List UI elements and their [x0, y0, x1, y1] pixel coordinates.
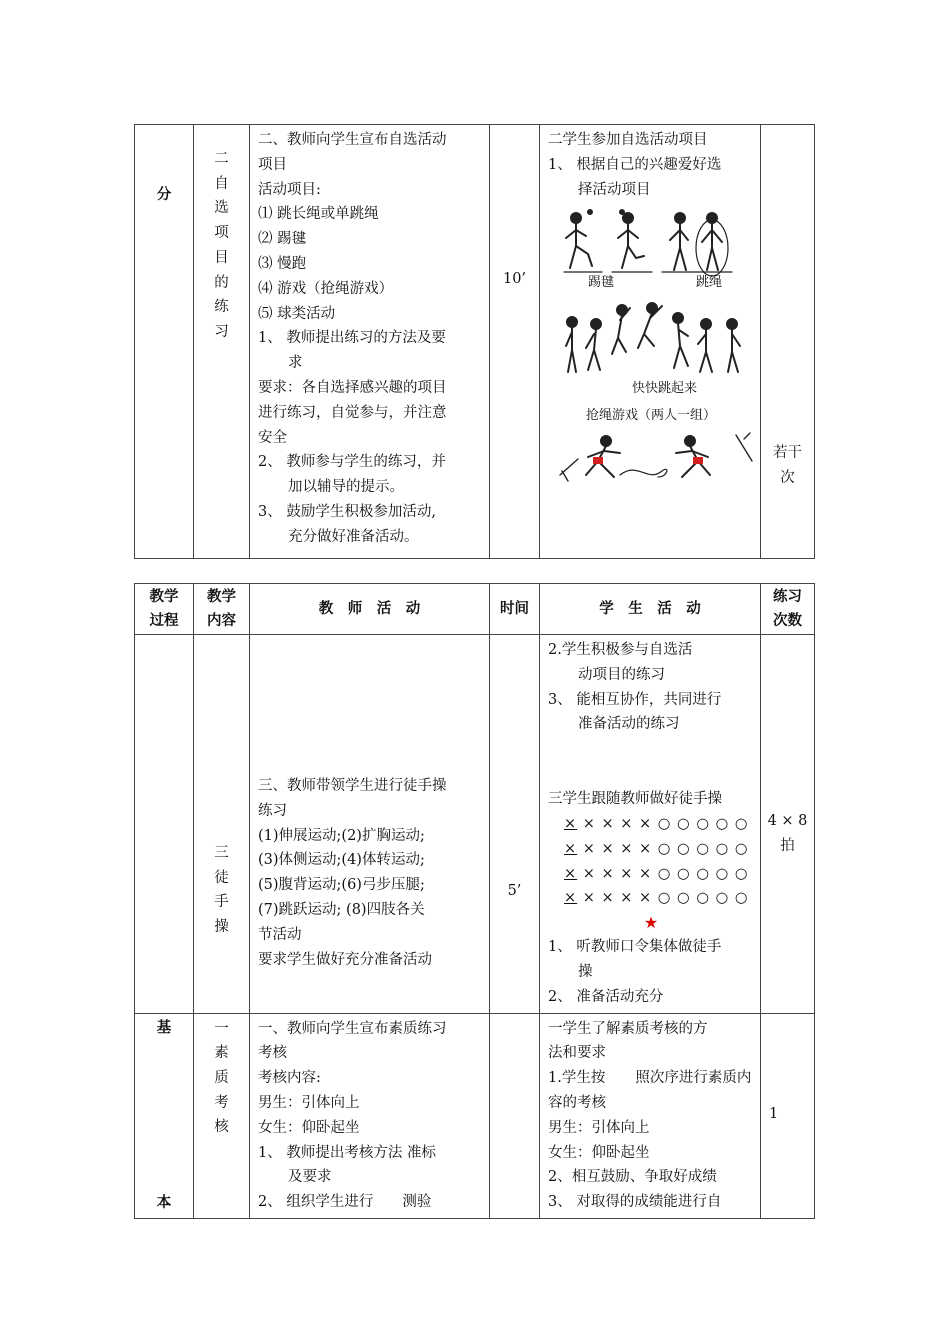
header-text: 内容 — [207, 613, 236, 629]
header-content — [194, 584, 250, 635]
student-step: 2、 准备活动充分 — [548, 988, 664, 1005]
formation-lead: × — [564, 865, 578, 882]
content-char: 操 — [214, 919, 229, 936]
stage-cell — [135, 635, 194, 1014]
stage-label: 本 — [156, 1195, 172, 1212]
formation-rest: × × × × ○ ○ ○ ○ ○ — [577, 840, 749, 857]
teacher-step: 1、 教师提出考核方法 准标 — [258, 1144, 436, 1161]
reps-value: 1 — [769, 1105, 779, 1122]
game-caption: 抢绳游戏（两人一组） — [585, 408, 716, 424]
rope-game-figure — [548, 429, 754, 493]
header-teacher: 教 师 活 动 — [250, 584, 490, 635]
header-time: 时间 — [490, 584, 540, 635]
table-header-row — [135, 584, 815, 635]
student-activity-cell — [540, 125, 761, 559]
student-title-cont: 法和要求 — [548, 1045, 606, 1062]
content-cell — [194, 635, 250, 1014]
formation-rest: × × × × ○ ○ ○ ○ ○ — [577, 890, 749, 907]
teacher-title: 二、教师向学生宣布自选活动 — [258, 132, 447, 148]
stage-label: 基 — [156, 1019, 172, 1036]
stage-label: 分 — [156, 187, 172, 203]
formation-rest: × × × × ○ ○ ○ ○ ○ — [577, 815, 749, 832]
student-step-cont: 准备活动的练习 — [578, 716, 680, 733]
teacher-step-cont: 充分做好准备活动。 — [288, 528, 419, 545]
content-char: 项 — [214, 225, 229, 242]
rope-game-drawing — [558, 431, 758, 491]
requirement-text: 安全 — [258, 429, 287, 446]
student-step: 2.学生积极参与自选活 — [548, 642, 693, 658]
assessment-label: 考核内容: — [258, 1070, 321, 1087]
activity-item: ⑵ 踢毽 — [258, 231, 307, 248]
teacher-position-star-icon: ★ — [643, 913, 659, 933]
formation-lead: × — [564, 840, 578, 857]
figure-caption: 踢毽 — [588, 275, 615, 291]
teacher-title: 一、教师向学生宣布素质练习 — [258, 1020, 447, 1037]
teacher-activity-cell — [250, 635, 490, 1014]
content-char: 核 — [214, 1119, 229, 1136]
content-char: 自 — [214, 175, 229, 192]
activity-label: 活动项目: — [258, 181, 321, 198]
reps-value-cont: 拍 — [780, 837, 795, 854]
stage-cell — [135, 1013, 194, 1218]
stage-cell — [135, 125, 194, 559]
formation-row — [548, 862, 754, 887]
figure-caption: 跳绳 — [696, 275, 723, 291]
exercise-line: (1)伸展运动;(2)扩胸运动; — [258, 827, 425, 844]
table-row — [135, 635, 815, 1014]
student-activity-cell — [540, 635, 761, 1014]
teacher-title-cont: 考核 — [258, 1045, 287, 1062]
student-step-cont: 择活动项目 — [578, 181, 651, 198]
lesson-table-part2 — [134, 583, 815, 1219]
time-cell — [490, 635, 540, 1014]
content-char: 考 — [214, 1094, 229, 1111]
formation-lead: × — [564, 890, 578, 907]
header-student: 学 生 活 动 — [540, 584, 761, 635]
content-char: 徒 — [214, 869, 229, 886]
content-char: 素 — [214, 1045, 229, 1062]
formation-rest: × × × × ○ ○ ○ ○ ○ — [577, 865, 749, 882]
content-char: 手 — [214, 894, 229, 911]
teacher-activity-cell — [250, 125, 490, 559]
teacher-title: 三、教师带领学生进行徒手操 — [258, 778, 447, 794]
reps-value: 若干 — [773, 445, 802, 461]
student-title: 三学生跟随教师做好徒手操 — [548, 791, 722, 808]
exercise-line: (7)跳跃运动; (8)四肢各关 — [258, 901, 425, 918]
student-step: 3、 能相互协作，共同进行 — [548, 691, 722, 708]
reps-cell — [761, 635, 815, 1014]
content-cell — [194, 1013, 250, 1218]
assessment-item: 女生：仰卧起坐 — [548, 1144, 650, 1161]
teacher-step: 3、 鼓励学生积极参加活动, — [258, 503, 436, 520]
teacher-title-cont: 项目 — [258, 156, 287, 173]
reps-cell — [761, 125, 815, 559]
time-cell — [490, 125, 540, 559]
assessment-item: 女生：仰卧起坐 — [258, 1119, 360, 1136]
student-title: 二学生参加自选活动项目 — [548, 132, 708, 148]
activity-item: ⑷ 游戏（抢绳游戏） — [258, 280, 394, 297]
figure-caption: 快快跳起来 — [632, 381, 698, 397]
exercise-line: (5)腹背运动;(6)弓步压腿; — [258, 877, 425, 894]
header-reps — [761, 584, 815, 635]
time-value: 10’ — [502, 271, 527, 287]
header-text: 次数 — [773, 613, 802, 629]
table-row — [135, 1013, 815, 1218]
reps-value: 4 × 8 — [767, 813, 808, 829]
student-step: 1、 根据自己的兴趣爱好选 — [548, 156, 722, 173]
header-text: 练习 — [773, 589, 802, 605]
header-stage — [135, 584, 194, 635]
time-value: 5’ — [507, 883, 522, 899]
formation-lead: × — [564, 815, 578, 832]
content-char: 三 — [214, 845, 229, 861]
formation-row — [548, 837, 754, 862]
lesson-table-part1 — [134, 124, 815, 559]
jumping-sequence-figure — [548, 298, 754, 400]
header-text: 过程 — [149, 613, 179, 629]
formation-row — [548, 812, 754, 837]
time-cell — [490, 1013, 540, 1218]
student-activity-cell — [540, 1013, 761, 1218]
header-text: 教学 — [207, 589, 236, 605]
content-char: 练 — [214, 299, 229, 316]
student-step-part: 照次序进行素质内 — [635, 1070, 752, 1087]
student-step-cont: 容的考核 — [548, 1094, 606, 1111]
content-cell — [194, 125, 250, 559]
teacher-step: 2、 组织学生进行 测验 — [258, 1194, 432, 1211]
activity-item: ⑴ 跳长绳或单跳绳 — [258, 206, 379, 223]
student-step: 1、 听教师口令集体做徒手 — [548, 939, 722, 956]
content-char: 的 — [214, 274, 229, 291]
student-step-cont: 动项目的练习 — [578, 666, 665, 683]
teacher-title-cont: 练习 — [258, 802, 287, 819]
activity-item: ⑸ 球类活动 — [258, 305, 336, 322]
exercise-line: 节活动 — [258, 926, 302, 943]
requirement-text: 要求：各自选择感兴趣的项目 — [258, 379, 447, 396]
reps-cell — [761, 1013, 815, 1218]
content-char: 习 — [214, 323, 229, 340]
jumping-figures-drawing — [558, 302, 758, 382]
student-step-cont: 操 — [578, 963, 593, 980]
content-char: 质 — [214, 1069, 229, 1086]
shuttlecock-jumprope-figure — [548, 202, 754, 298]
teacher-activity-cell — [250, 1013, 490, 1218]
exercise-line: (3)体侧运动;(4)体转运动; — [258, 852, 425, 869]
teacher-step-cont: 加以辅导的提示。 — [288, 479, 404, 496]
student-title: 一学生了解素质考核的方 — [548, 1020, 708, 1037]
content-char: 目 — [214, 249, 229, 266]
student-step: 3、 对取得的成绩能进行自 — [548, 1194, 722, 1211]
requirement-text: 要求学生做好充分准备活动 — [258, 951, 432, 968]
assessment-item: 男生：引体向上 — [548, 1119, 650, 1136]
teacher-step: 2、 教师参与学生的练习，并 — [258, 454, 446, 471]
formation-row — [548, 886, 754, 911]
assessment-item: 男生：引体向上 — [258, 1094, 360, 1111]
teacher-step-cont: 及要求 — [288, 1169, 332, 1186]
student-step-part: 1.学生按 — [548, 1070, 606, 1087]
activity-item: ⑶ 慢跑 — [258, 255, 307, 272]
requirement-text: 进行练习，自觉参与，并注意 — [258, 404, 447, 421]
header-text: 教学 — [149, 589, 179, 605]
content-char: 选 — [214, 200, 229, 217]
teacher-step-cont: 求 — [288, 355, 303, 372]
content-char: 一 — [214, 1020, 229, 1037]
student-step: 2、相互鼓励、争取好成绩 — [548, 1169, 717, 1186]
teacher-step: 1、 教师提出练习的方法及要 — [258, 330, 446, 347]
reps-value-cont: 次 — [780, 469, 795, 486]
student-step — [548, 1066, 754, 1091]
content-char: 二 — [214, 151, 229, 167]
